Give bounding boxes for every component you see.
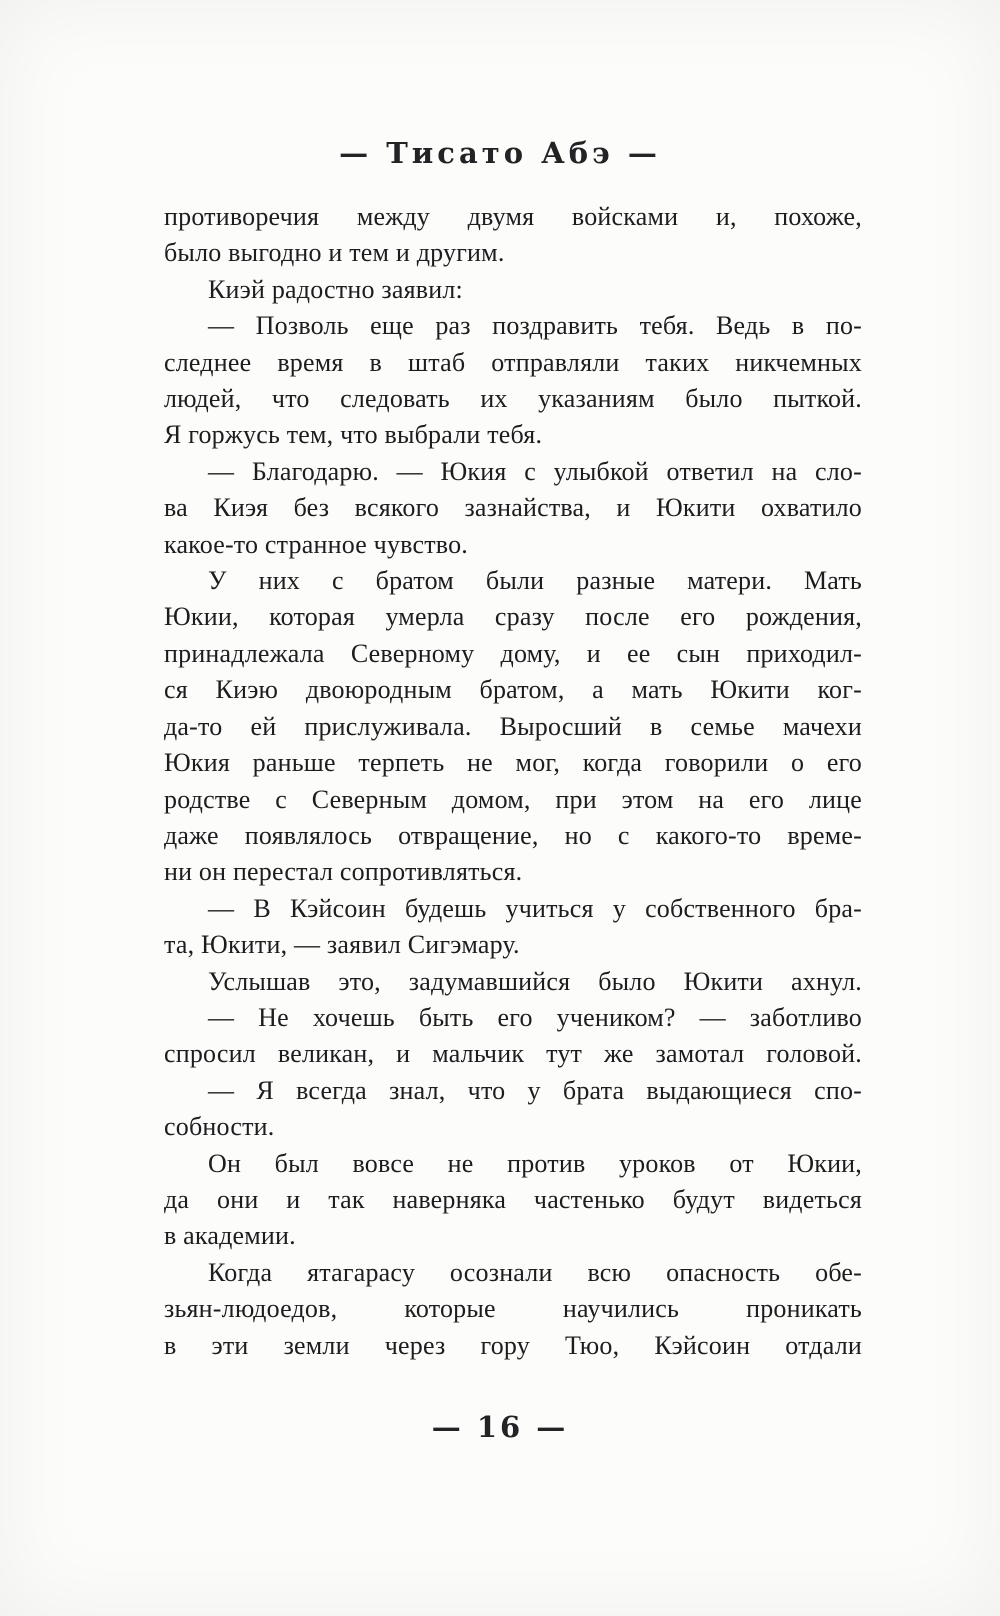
text-line: ся Киэю двоюродным братом, а мать Юкити ког-	[164, 675, 862, 705]
text-line: зьян-людоедов, которые научились проникать	[164, 1294, 862, 1324]
text-line: родстве с Северным домом, при этом на его лице	[164, 784, 862, 814]
text-line: та, Юкити, — заявил Сигэмару.	[164, 930, 520, 960]
text-line: Юкия раньше терпеть не мог, когда говорили о его	[164, 748, 862, 778]
text-line: да они и так наверняка частенько будут видеться	[164, 1184, 862, 1214]
text-line: — Позволь еще раз поздравить тебя. Ведь в по-	[208, 311, 862, 341]
text-line: было выгодно и тем и другим.	[164, 238, 505, 268]
text-line: У них с братом были разные матери. Мать	[208, 566, 862, 596]
running-title: — Тисато Абэ —	[339, 136, 661, 170]
text-line: следнее время в штаб отправляли таких никчемных	[164, 347, 862, 377]
page-number: — 16 —	[431, 1410, 569, 1444]
text-line: даже появлялось отвращение, но с какого-то време-	[164, 820, 862, 850]
text-line: Юкии, которая умерла сразу после его рождения,	[164, 602, 862, 632]
text-line: спросил великан, и мальчик тут же замотал головой.	[164, 1039, 862, 1069]
text-line: Когда ятагарасу осознали всю опасность обе-	[208, 1257, 862, 1287]
text-line: принадлежала Северному дому, и ее сын приходил-	[164, 638, 862, 668]
text-line: — Благодарю. — Юкия с улыбкой ответил на сло-	[208, 456, 862, 486]
text-line: Киэй радостно заявил:	[208, 274, 463, 304]
text-line: противоречия между двумя войсками и, похоже,	[164, 202, 862, 231]
text-line: ни он перестал сопротивляться.	[164, 857, 523, 887]
text-line: — Я всегда знал, что у брата выдающиеся спо-	[208, 1075, 862, 1105]
text-line: ва Киэя без всякого зазнайства, и Юкити охватило	[164, 493, 862, 523]
text-line: Я горжусь тем, что выбрали тебя.	[164, 420, 543, 450]
text-line: в эти земли через гору Тюо, Кэйсоин отдали	[164, 1330, 862, 1360]
text-line: Услышав это, задумавшийся было Юкити ахнул.	[208, 966, 862, 996]
text-line: Он был вовсе не против уроков от Юкии,	[208, 1148, 862, 1178]
text-line: да-то ей прислуживала. Выросший в семье мачехи	[164, 711, 862, 741]
text-line: — В Кэйсоин будешь учиться у собственного бра-	[208, 893, 862, 923]
text-line: — Не хочешь быть его учеником? — заботливо	[208, 1002, 862, 1032]
text-line: собности.	[164, 1112, 275, 1142]
text-block	[164, 199, 862, 1364]
text-line: людей, что следовать их указаниям было пыткой.	[164, 384, 862, 414]
text-line: какое-то странное чувство.	[164, 529, 468, 559]
text-line: в академии.	[164, 1221, 296, 1251]
